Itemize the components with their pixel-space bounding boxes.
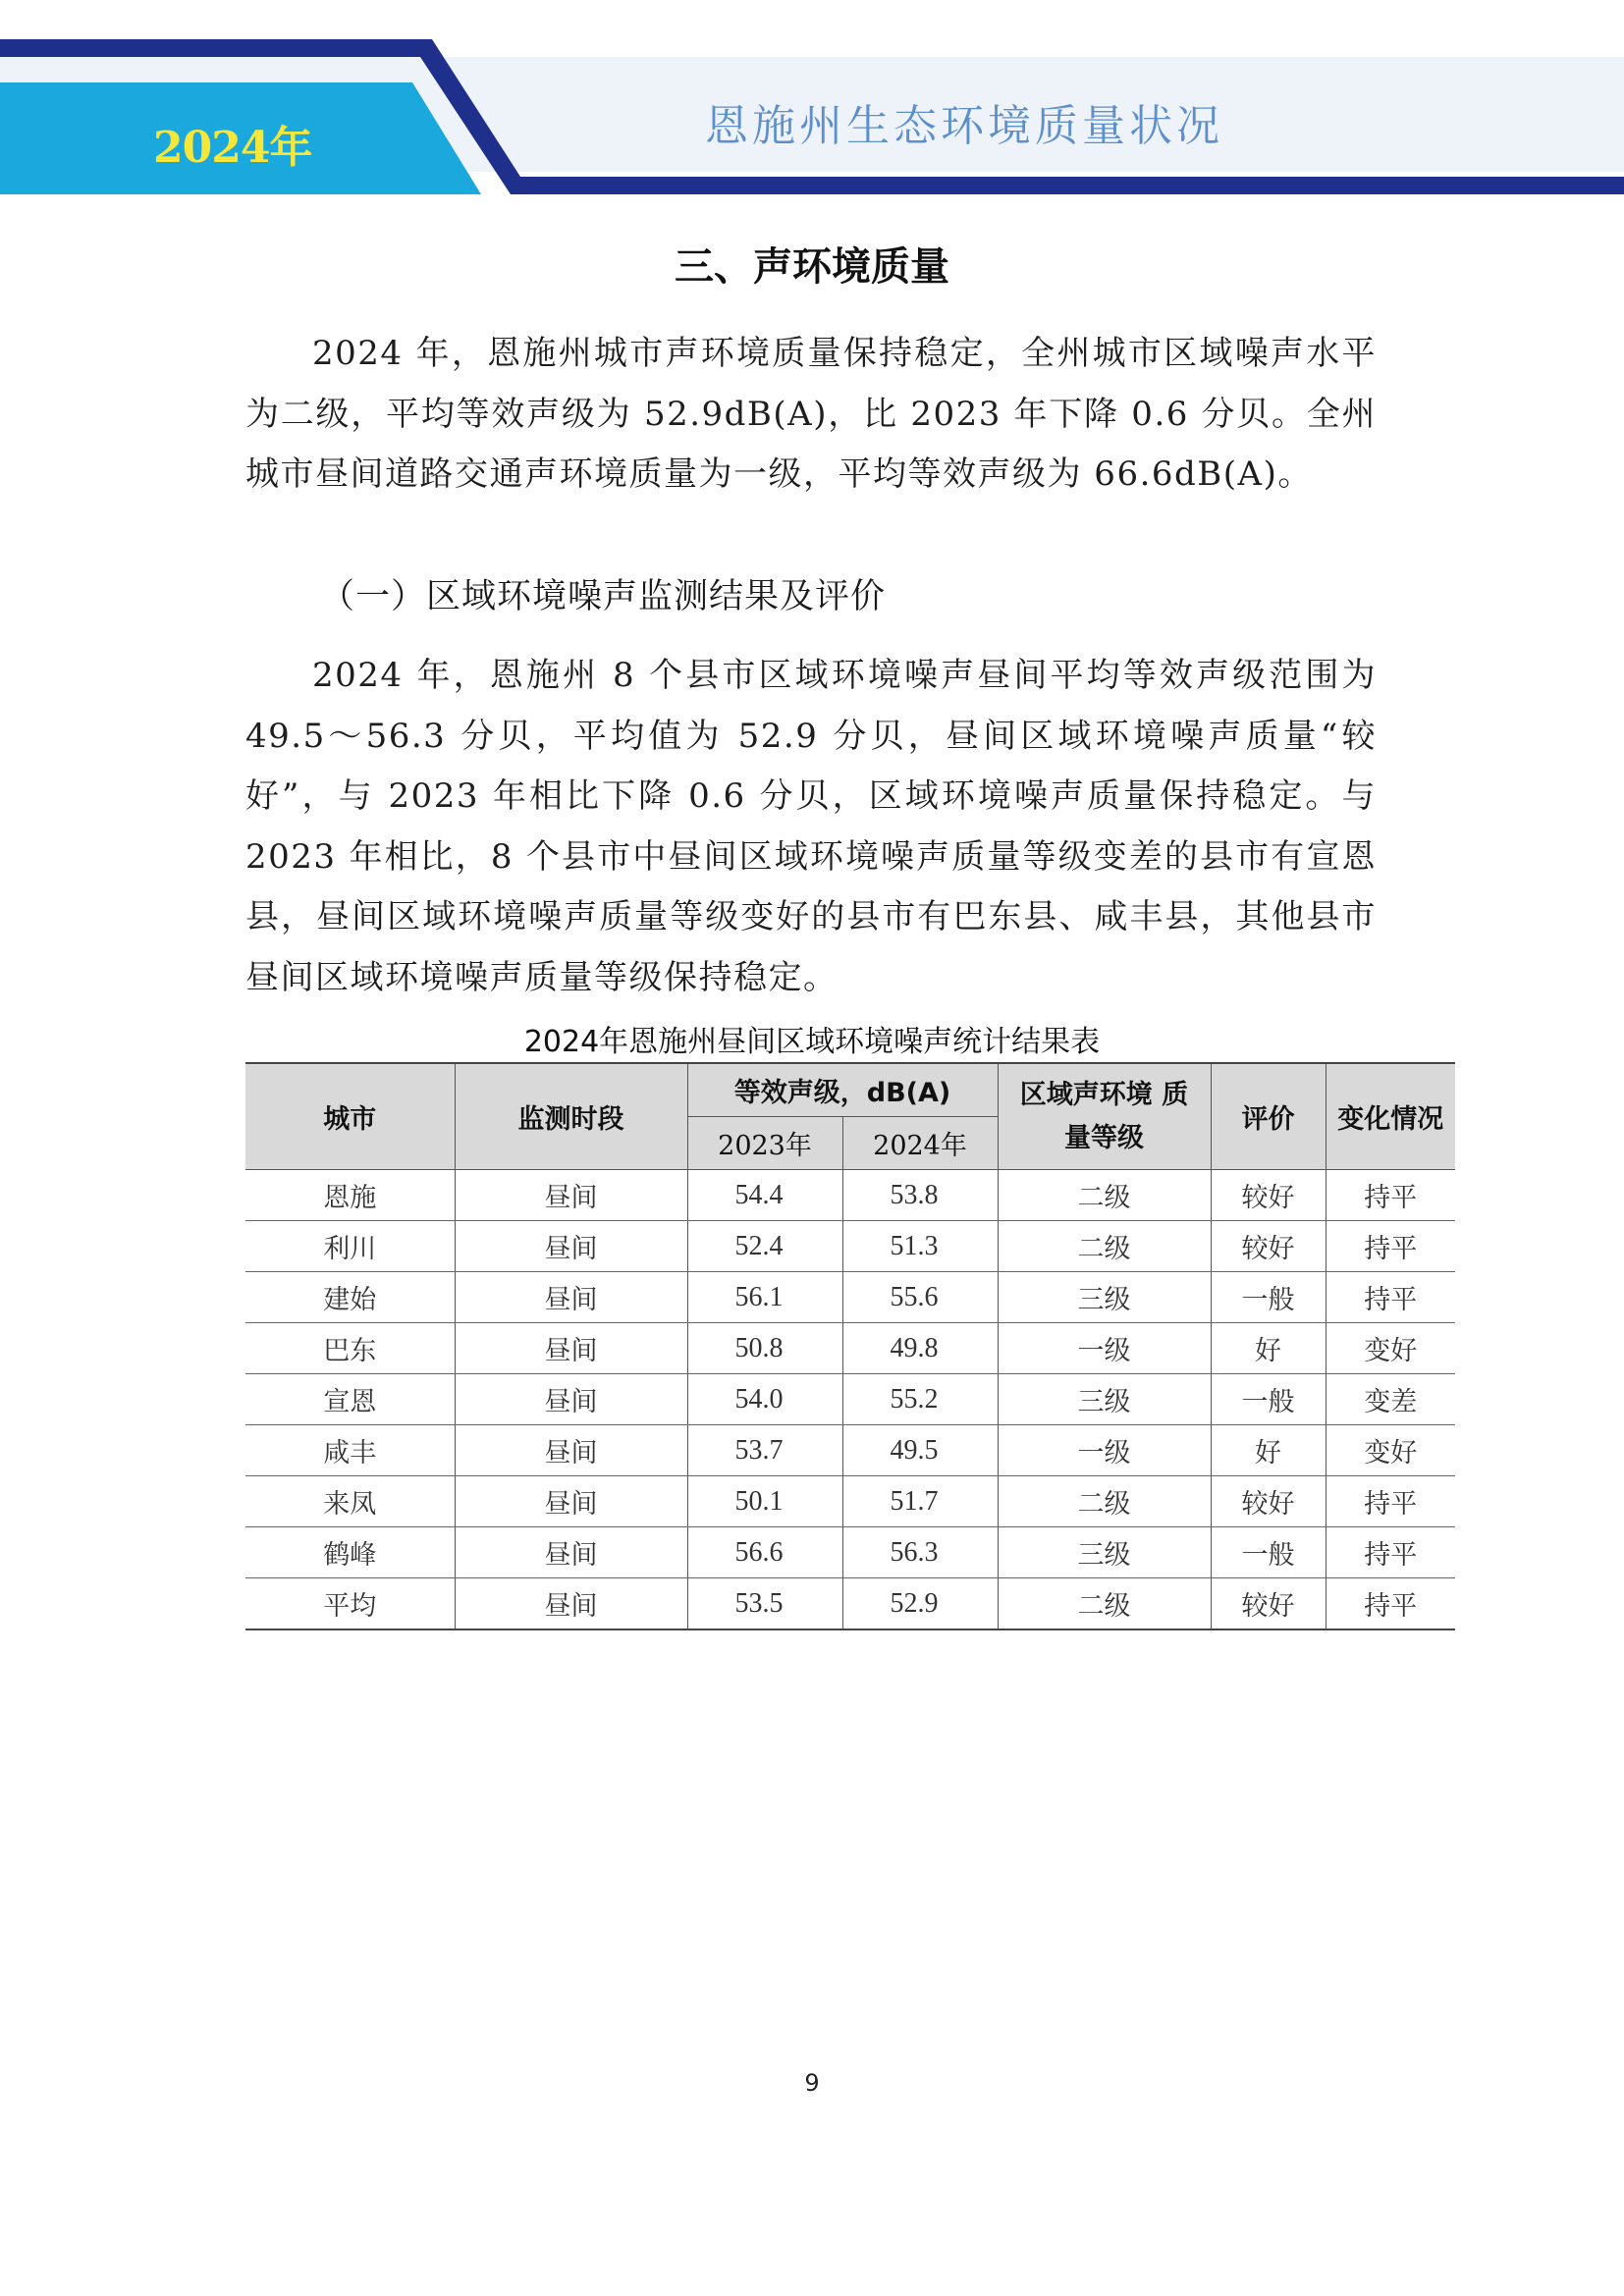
table-row (245, 1272, 1455, 1323)
cell-grade: 二级 (998, 1221, 1211, 1272)
header-city: 城市 (245, 1063, 455, 1170)
header-change: 变化情况 (1326, 1063, 1455, 1170)
subsection-title: （一）区域环境噪声监测结果及评价 (320, 577, 887, 616)
cell-value-2023: 52.4 (687, 1221, 842, 1272)
cell-change: 变差 (1326, 1374, 1455, 1425)
header-evaluation: 评价 (1211, 1063, 1326, 1170)
cell-grade: 三级 (998, 1272, 1211, 1323)
cell-city: 恩施 (245, 1170, 455, 1221)
cell-change: 持平 (1326, 1527, 1455, 1578)
cell-city: 平均 (245, 1578, 455, 1630)
table-row (245, 1476, 1455, 1527)
cell-change: 持平 (1326, 1476, 1455, 1527)
cell-change: 持平 (1326, 1170, 1455, 1221)
cell-evaluation: 一般 (1211, 1272, 1326, 1323)
header-year-label: 2024年 (153, 123, 312, 173)
table-body (245, 1170, 1455, 1630)
header-year-2023: 2023年 (687, 1117, 842, 1170)
table-row (245, 1221, 1455, 1272)
header-year-2024: 2024年 (842, 1117, 998, 1170)
cell-value-2023: 56.6 (687, 1527, 842, 1578)
cell-city: 宣恩 (245, 1374, 455, 1425)
cell-change: 持平 (1326, 1272, 1455, 1323)
cell-value-2024: 51.7 (842, 1476, 998, 1527)
cell-value-2024: 55.6 (842, 1272, 998, 1323)
subsection-paragraph: 2024 年，恩施州 8 个县市区域环境噪声昼间平均等效声级范围为 49.5～56.3 分贝，平均值为 52.9 分贝，昼间区域环境噪声质量“较好”，与 2023 年相比下降 0.6 分贝，区域环境噪声质量保持稳定。与 2023 年相比，8 个县市中昼间区域环境噪声质量等级变差的县市有宣恩县，昼间区域环境噪声质量等级变好的县市有巴东县、咸丰县，其他县市昼间区域环境噪声质量等级保持稳定。 (245, 656, 1377, 997)
cell-period: 昼间 (455, 1221, 687, 1272)
cell-grade: 一级 (998, 1425, 1211, 1476)
cell-period: 昼间 (455, 1272, 687, 1323)
cell-change: 变好 (1326, 1425, 1455, 1476)
cell-value-2023: 50.1 (687, 1476, 842, 1527)
cell-change: 持平 (1326, 1221, 1455, 1272)
cell-period: 昼间 (455, 1374, 687, 1425)
cell-value-2023: 54.4 (687, 1170, 842, 1221)
table-row (245, 1374, 1455, 1425)
cell-city: 巴东 (245, 1323, 455, 1374)
cell-grade: 三级 (998, 1527, 1211, 1578)
cell-city: 鹤峰 (245, 1527, 455, 1578)
cell-value-2023: 56.1 (687, 1272, 842, 1323)
table-row (245, 1323, 1455, 1374)
cell-period: 昼间 (455, 1578, 687, 1630)
page-number: 9 (804, 2069, 820, 2097)
cell-value-2023: 53.7 (687, 1425, 842, 1476)
table-row (245, 1170, 1455, 1221)
cell-grade: 一级 (998, 1323, 1211, 1374)
cell-evaluation: 较好 (1211, 1221, 1326, 1272)
header-level-group: 等效声级，dB(A) (687, 1063, 998, 1117)
cell-evaluation: 较好 (1211, 1578, 1326, 1630)
table-row (245, 1527, 1455, 1578)
cell-city: 利川 (245, 1221, 455, 1272)
section-title: 三、声环境质量 (675, 244, 949, 290)
cell-city: 建始 (245, 1272, 455, 1323)
cell-period: 昼间 (455, 1476, 687, 1527)
header-period: 监测时段 (455, 1063, 687, 1170)
cell-period: 昼间 (455, 1425, 687, 1476)
cell-value-2024: 51.3 (842, 1221, 998, 1272)
table-row (245, 1578, 1455, 1630)
cell-value-2024: 53.8 (842, 1170, 998, 1221)
cell-value-2024: 52.9 (842, 1578, 998, 1630)
page-header (0, 0, 1624, 206)
table-row (245, 1425, 1455, 1476)
cell-city: 咸丰 (245, 1425, 455, 1476)
cell-period: 昼间 (455, 1527, 687, 1578)
cell-period: 昼间 (455, 1323, 687, 1374)
cell-value-2024: 49.8 (842, 1323, 998, 1374)
cell-value-2023: 54.0 (687, 1374, 842, 1425)
cell-change: 持平 (1326, 1578, 1455, 1630)
cell-evaluation: 好 (1211, 1323, 1326, 1374)
cell-grade: 二级 (998, 1170, 1211, 1221)
cell-evaluation: 较好 (1211, 1476, 1326, 1527)
cell-value-2023: 50.8 (687, 1323, 842, 1374)
cell-evaluation: 一般 (1211, 1527, 1326, 1578)
intro-paragraph: 2024 年，恩施州城市声环境质量保持稳定，全州城市区域噪声水平为二级，平均等效声级为 52.9dB(A)，比 2023 年下降 0.6 分贝。全州城市昼间道路交通声环境质量为一级，平均等效声级为 66.6dB(A)。 (245, 334, 1377, 494)
cell-grade: 二级 (998, 1578, 1211, 1630)
cell-value-2023: 53.5 (687, 1578, 842, 1630)
cell-period: 昼间 (455, 1170, 687, 1221)
cell-evaluation: 一般 (1211, 1374, 1326, 1425)
cell-change: 变好 (1326, 1323, 1455, 1374)
table-caption: 2024年恩施州昼间区域环境噪声统计结果表 (523, 1025, 1101, 1059)
cell-city: 来凤 (245, 1476, 455, 1527)
header-grade: 区域声环境 质量等级 (998, 1063, 1211, 1170)
noise-statistics-table (245, 1062, 1455, 1630)
cell-grade: 三级 (998, 1374, 1211, 1425)
header-report-title: 恩施州生态环境质量状况 (705, 101, 1223, 151)
cell-evaluation: 较好 (1211, 1170, 1326, 1221)
cell-evaluation: 好 (1211, 1425, 1326, 1476)
cell-value-2024: 49.5 (842, 1425, 998, 1476)
cell-grade: 二级 (998, 1476, 1211, 1527)
cell-value-2024: 56.3 (842, 1527, 998, 1578)
cell-value-2024: 55.2 (842, 1374, 998, 1425)
